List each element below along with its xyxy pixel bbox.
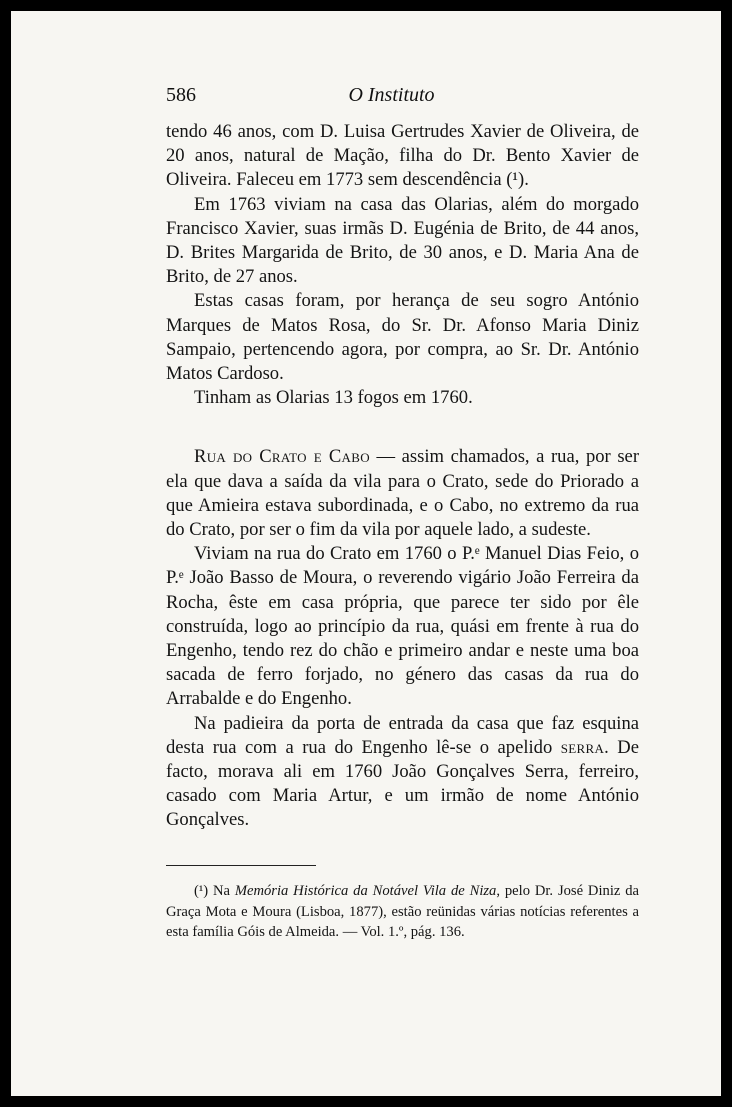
footnote-book-title: Memória Histórica da Notável Vila de Niza bbox=[234, 883, 497, 899]
book-page bbox=[11, 11, 721, 1096]
footnote-rule bbox=[166, 865, 316, 866]
paragraph-1: tendo 46 anos, com D. Luisa Gertrudes Xavier de Oliveira, de 20 anos, natural de Mação, filha do Dr. Bento Xavier de Oliveira. Faleceu em 1773 sem descendência (¹). bbox=[166, 121, 639, 191]
paragraph-4: Tinham as Olarias 13 fogos em 1760. bbox=[194, 387, 473, 409]
surname-inscription: serra bbox=[560, 736, 605, 758]
paragraph-2: Em 1763 viviam na casa das Olarias, além do morgado Francisco Xavier, suas irmãs D. Eugénia de Brito, de 44 anos, D. Brites Margarida de Brito, de 30 anos, e D. Maria Ana de Brito, de 27 anos. bbox=[166, 193, 639, 288]
footnote-1 bbox=[166, 881, 639, 943]
footnote-marker: (¹) Na bbox=[194, 883, 235, 899]
footnote-text: , pelo Dr. José Diniz da Graça Mota e Moura (Lisboa, 1877), estão reünidas várias notícias referentes a esta família Góis de Almeida. — Vol. 1.º, pág. 136. bbox=[166, 883, 639, 940]
footnotes bbox=[166, 881, 639, 943]
paragraph-7-after: . De facto, morava ali em 1760 João Gonçalves Serra, ferreiro, casado com Maria Artur, e um irmão de nome António Gonçalves. bbox=[166, 736, 639, 831]
paragraph-6: Viviam na rua do Crato em 1760 o P.ᵉ Manuel Dias Feio, o P.ᵉ João Basso de Moura, o reverendo vigário João Ferreira da Rocha, êste em casa própria, que parece ter sido por êle construída, logo ao princípio da rua, quási em frente à rua do Engenho, tendo rez do chão e primeiro andar e neste uma boa sacada de ferro forjado, no género das casas da rua do Arrabalde e do Engenho. bbox=[166, 543, 639, 710]
body-text bbox=[166, 120, 639, 833]
paragraph-7-before: Na padieira da porta de entrada da casa que faz esquina desta rua com a rua do Engenho lê-se o apelido bbox=[166, 712, 639, 758]
running-title: O Instituto bbox=[348, 84, 435, 106]
page-number: 586 bbox=[166, 84, 196, 106]
paragraph-3: Estas casas foram, por herança de seu sogro António Marques de Matos Rosa, do Sr. Dr. Afonso Maria Diniz Sampaio, pertencendo agora, por compra, ao Sr. Dr. António Matos Cardoso. bbox=[166, 290, 639, 385]
paragraph-5-text: — assim chamados, a rua, por ser ela que dava a saída da vila para o Crato, sede do Priorado a que Amieira estava subordinada, e o Cabo, no extremo da rua do Crato, por ser o fim da vila por aquele lado, a sudeste. bbox=[166, 446, 640, 541]
paragraph-7 bbox=[166, 712, 639, 833]
page-header bbox=[166, 84, 617, 106]
section-heading: Rua do Crato e Cabo bbox=[194, 446, 370, 468]
paragraph-5 bbox=[166, 445, 639, 542]
